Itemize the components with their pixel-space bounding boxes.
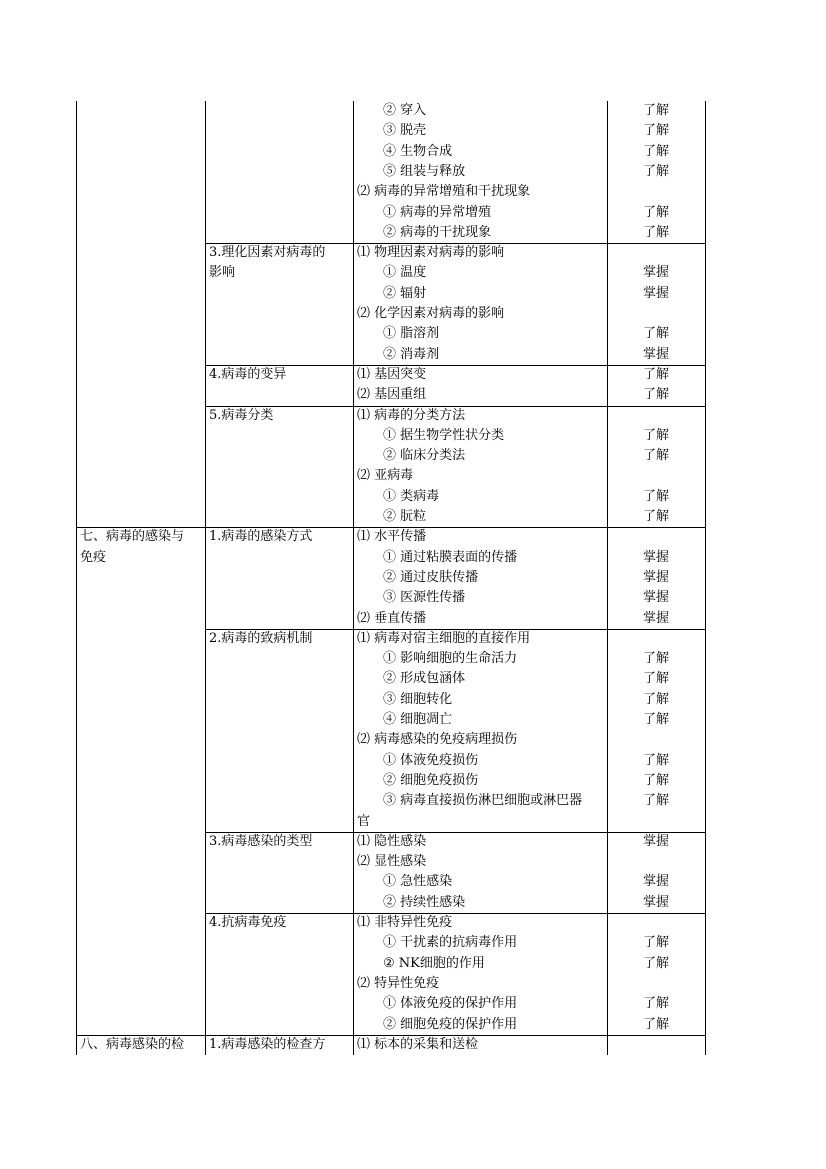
requirement-level: 掌握 [642,549,669,565]
requirement-level: 了解 [642,935,669,951]
item-text: ② 辐射 [383,285,427,301]
requirement-level: 了解 [642,712,669,727]
section-title: 七、病毒的感染与 [80,529,185,545]
item-text: ⑵ 化学因素对病毒的影响 [357,306,505,321]
item-text: ② 细胞免疫损伤 [383,772,479,788]
column-border [705,101,706,1055]
item-text: ② 持续性感染 [383,894,466,910]
requirement-level: 了解 [642,448,669,464]
item-text: ① 脂溶剂 [383,326,440,342]
column-border [205,101,206,1055]
item-text: ① 干扰素的抗病毒作用 [383,935,518,951]
item-text: ⑵ 病毒的异常增殖和干扰现象 [357,184,531,200]
item-text: ⑴ 物理因素对病毒的影响 [357,245,505,261]
item-text: ① 影响细胞的生命活力 [383,651,518,667]
section-title: 免疫 [80,549,107,565]
item-text: ② 病毒的干扰现象 [383,224,492,240]
requirement-level: 掌握 [642,346,669,362]
item-text: ⑴ 基因突变 [357,366,427,382]
requirement-level: 了解 [642,691,669,707]
topic-title: 影响 [209,265,236,281]
item-text: ② 通过皮肤传播 [383,569,479,585]
item-text: ④ 细胞凋亡 [383,712,453,727]
item-text: ④ 生物合成 [383,143,453,159]
item-text: ② 消毒剂 [383,346,440,362]
item-text: ① 急性感染 [383,874,453,890]
requirement-level: 了解 [642,509,669,524]
topic-title: 3.病毒感染的类型 [209,833,313,849]
item-text: ② 细胞免疫的保护作用 [383,1016,518,1032]
item-text: ① 据生物学性状分类 [383,427,505,443]
item-text: ⑵ 垂直传播 [357,610,427,626]
topic-title: 3.理化因素对病毒的 [209,245,326,261]
item-text: ① 病毒的异常增殖 [383,204,492,220]
topic-title: 4.抗病毒免疫 [209,915,287,930]
item-text: ⑴ 非特异性免疫 [357,915,453,930]
requirement-level: 了解 [642,224,669,240]
requirement-level: 了解 [642,387,669,403]
column-border [607,101,608,1055]
requirement-level: 了解 [642,772,669,788]
topic-title: 5.病毒分类 [209,407,274,423]
requirement-level: 了解 [642,123,669,139]
item-text: ⑴ 标本的采集和送检 [357,1036,479,1052]
requirement-level: 了解 [642,427,669,443]
item-text: 官 [357,813,371,829]
item-text: ⑵ 病毒感染的免疫病理损伤 [357,732,518,748]
topic-title: 1.病毒的感染方式 [209,529,313,545]
column-border [76,101,77,1055]
item-text: ① 体液免疫损伤 [383,752,479,768]
requirement-level: 了解 [642,488,669,504]
item-text: ③ 病毒直接损伤淋巴细胞或淋巴器 [383,793,583,809]
item-text: ① 通过粘膜表面的传播 [383,549,518,565]
column-border [353,101,354,1055]
requirement-level: 了解 [642,955,669,971]
requirement-level: 了解 [642,143,669,159]
item-text: ① 体液免疫的保护作用 [383,996,518,1012]
item-text: ⑵ 亚病毒 [357,468,414,484]
item-text: ⑴ 病毒的分类方法 [357,407,466,423]
item-text: ⑴ 隐性感染 [357,833,427,849]
item-text: ② 形成包涵体 [383,671,466,687]
requirement-level: 了解 [642,996,669,1012]
requirement-level: 了解 [642,204,669,220]
item-text: ② 朊粒 [383,509,427,524]
requirement-level: 了解 [642,793,669,809]
requirement-level: 掌握 [642,874,669,890]
topic-title: 1.病毒感染的检查方 [209,1036,326,1052]
requirement-level: 了解 [642,651,669,667]
item-text: ② NK细胞的作用 [383,955,485,971]
requirement-level: 掌握 [642,569,669,585]
item-text: ⑤ 组装与释放 [383,163,466,179]
item-text: ③ 脱壳 [383,123,427,139]
item-text: ⑴ 病毒对宿主细胞的直接作用 [357,630,531,646]
item-text: ① 类病毒 [383,488,440,504]
requirement-level: 了解 [642,326,669,342]
item-text: ⑵ 特异性免疫 [357,975,440,991]
requirement-level: 了解 [642,163,669,179]
item-text: ① 温度 [383,265,427,281]
requirement-level: 掌握 [642,610,669,626]
requirement-level: 了解 [642,671,669,687]
topic-title: 4.病毒的变异 [209,366,287,382]
requirement-level: 掌握 [642,285,669,301]
requirement-level: 掌握 [642,265,669,281]
requirement-level: 掌握 [642,894,669,910]
item-text: ③ 医源性传播 [383,590,466,606]
requirement-level: 了解 [642,752,669,768]
requirement-level: 掌握 [642,833,669,849]
topic-title: 2.病毒的致病机制 [209,630,313,646]
item-text: ⑵ 显性感染 [357,854,427,870]
item-text: ② 穿入 [383,103,427,118]
item-text: ③ 细胞转化 [383,691,453,707]
item-text: ⑵ 基因重组 [357,387,427,403]
requirement-level: 了解 [642,103,669,118]
item-text: ② 临床分类法 [383,448,466,464]
requirement-level: 了解 [642,1016,669,1032]
section-title: 八、病毒感染的检 [80,1036,185,1052]
requirement-level: 掌握 [642,590,669,606]
item-text: ⑴ 水平传播 [357,529,427,545]
requirement-level: 了解 [642,366,669,382]
